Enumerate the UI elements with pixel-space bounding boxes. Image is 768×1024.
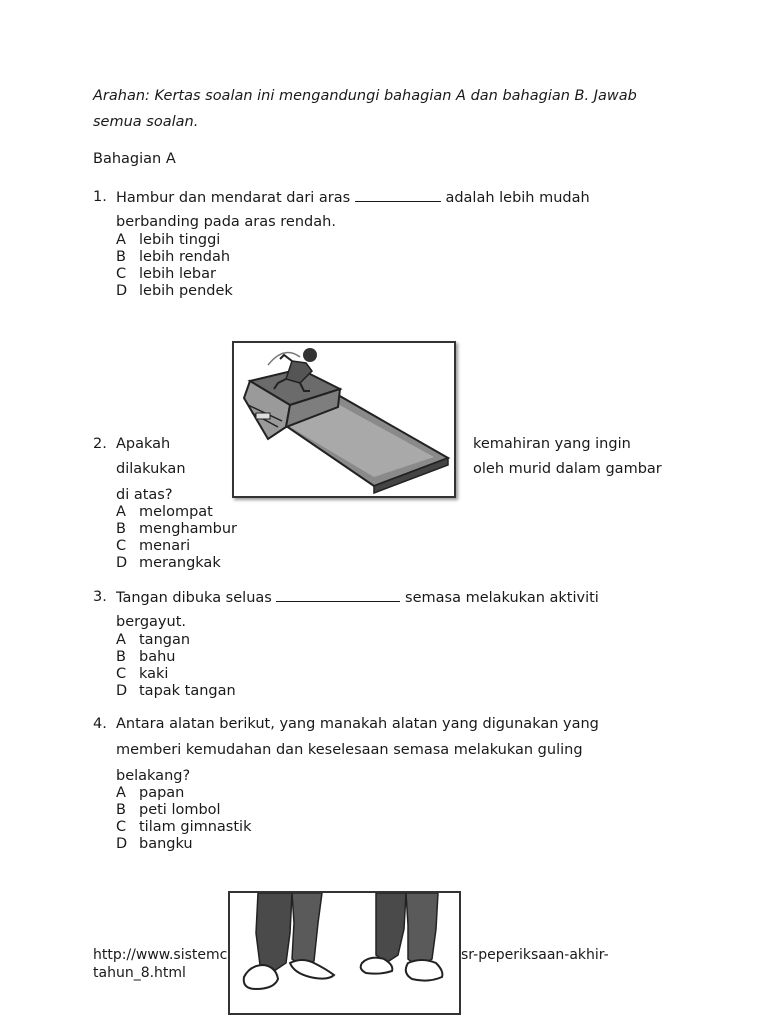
question-4-line-2: memberi kemudahan dan keselesaan semasa melakukan guling [116, 742, 583, 758]
question-3-line-2: bergayut. [116, 614, 186, 630]
instructions-line-2: semua soalan. [93, 114, 199, 130]
section-title: Bahagian A [93, 151, 176, 167]
question-3-option-d: D tapak tangan [116, 683, 236, 699]
question-3-number: 3. [93, 589, 107, 605]
question-2-option-a: A melompat [116, 504, 213, 520]
question-1-blank [355, 189, 441, 202]
question-2-option-c: C menari [116, 538, 191, 554]
question-1-text-part-2: adalah lebih mudah [445, 190, 590, 206]
question-4-line-3: belakang? [116, 768, 191, 784]
question-4-line-1: Antara alatan berikut, yang manakah alatan yang digunakan yang [116, 716, 599, 732]
walking-legs-figure [228, 891, 461, 1015]
question-3-blank [276, 589, 400, 602]
question-3-text-part-2: semasa melakukan aktiviti [405, 590, 599, 606]
question-3-option-a: A tangan [116, 632, 191, 648]
question-2-right-2: oleh murid dalam gambar [473, 461, 662, 477]
question-1-line-2: berbanding pada aras rendah. [116, 214, 336, 230]
footer-url-line-2[interactable]: tahun_8.html [93, 965, 186, 981]
question-1-text-part-1: Hambur dan mendarat dari aras [116, 190, 351, 206]
question-2-option-d: D merangkak [116, 555, 221, 571]
question-2-number: 2. [93, 436, 107, 452]
question-3-option-b: B bahu [116, 649, 176, 665]
instructions-line-1: Arahan: Kertas soalan ini mengandungi bahagian A dan bahagian B. Jawab [93, 88, 637, 104]
question-1-option-c: C lebih lebar [116, 266, 216, 282]
question-2-line-3: di atas? [116, 487, 173, 503]
question-4-option-a: A papan [116, 785, 185, 801]
question-2-left-1: Apakah [116, 436, 171, 452]
question-3-option-c: C kaki [116, 666, 169, 682]
footer-url-right[interactable]: sr-peperiksaan-akhir- [461, 947, 609, 963]
question-1-option-d: D lebih pendek [116, 283, 233, 299]
gymnastics-box-illustration [234, 343, 454, 496]
footer-url-left[interactable]: http://www.sistemc [93, 947, 228, 963]
question-2-right-1: kemahiran yang ingin [473, 436, 631, 452]
question-4-option-b: B peti lombol [116, 802, 221, 818]
gymnastics-box-figure [232, 341, 456, 498]
question-1-line-1 [116, 189, 590, 207]
question-2-option-b: B menghambur [116, 521, 237, 537]
question-3-text-part-1: Tangan dibuka seluas [116, 590, 272, 606]
walking-legs-illustration [230, 893, 459, 1013]
question-4-number: 4. [93, 716, 107, 732]
question-4-option-d: D bangku [116, 836, 193, 852]
question-4-option-c: C tilam gimnastik [116, 819, 252, 835]
question-3-line-1 [116, 589, 599, 607]
question-1-number: 1. [93, 189, 107, 205]
question-2-left-2: dilakukan [116, 461, 186, 477]
question-1-option-a: A lebih tinggi [116, 232, 221, 248]
question-1-option-b: B lebih rendah [116, 249, 231, 265]
